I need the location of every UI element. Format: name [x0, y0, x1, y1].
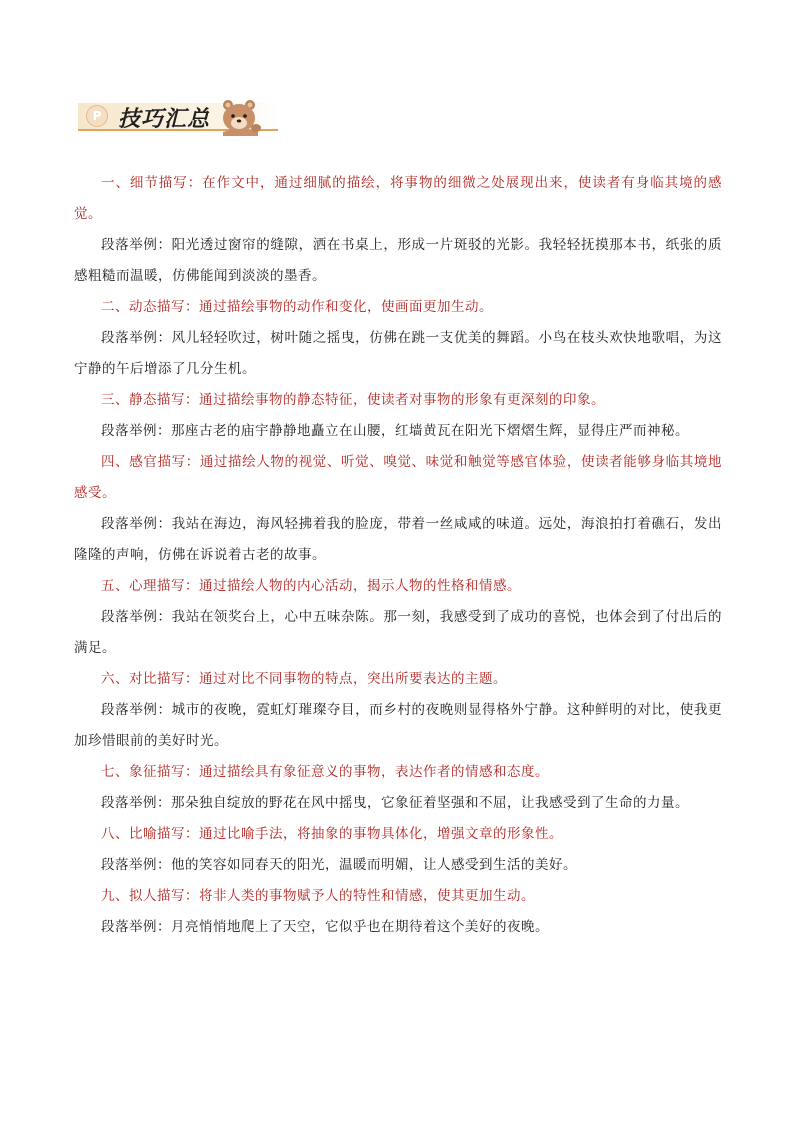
technique-heading-5: 五、心理描写：通过描绘人物的内心活动，揭示人物的性格和情感。 [101, 578, 521, 594]
section-header [74, 98, 284, 138]
p-badge-icon: P [86, 105, 108, 127]
technique-example-7: 段落举例：那朵独自绽放的野花在风中摇曳，它象征着坚强和不屈，让我感受到了生命的力量。 [101, 795, 689, 811]
bear-mascot-icon [220, 98, 264, 136]
technique-heading-7: 七、象征描写：通过描绘具有象征意义的事物，表达作者的情感和态度。 [101, 764, 549, 780]
technique-example-1: 段落举例：阳光透过窗帘的缝隙，洒在书桌上，形成一片斑驳的光影。我轻轻抚摸那本书，纸张的质感粗糙而温暖，仿佛能闻到淡淡的墨香。 [74, 237, 722, 284]
technique-example-5: 段落举例：我站在领奖台上，心中五味杂陈。那一刻，我感受到了成功的喜悦，也体会到了付出后的满足。 [74, 609, 722, 656]
technique-example-3: 段落举例：那座古老的庙宇静静地矗立在山腰，红墙黄瓦在阳光下熠熠生辉，显得庄严而神秘。 [101, 423, 689, 439]
technique-heading-2: 二、动态描写：通过描绘事物的动作和变化，使画面更加生动。 [101, 299, 493, 315]
technique-heading-9: 九、拟人描写：将非人类的事物赋予人的特性和情感，使其更加生动。 [101, 888, 535, 904]
technique-example-9: 段落举例：月亮悄悄地爬上了天空，它似乎也在期待着这个美好的夜晚。 [101, 919, 549, 935]
technique-heading-1: 一、细节描写：在作文中，通过细腻的描绘，将事物的细微之处展现出来，使读者有身临其境的感觉。 [74, 175, 722, 222]
technique-example-8: 段落举例：他的笑容如同春天的阳光，温暖而明媚，让人感受到生活的美好。 [101, 857, 577, 873]
technique-example-6: 段落举例：城市的夜晚，霓虹灯璀璨夺目，而乡村的夜晚则显得格外宁静。这种鲜明的对比，使我更加珍惜眼前的美好时光。 [74, 702, 722, 749]
technique-heading-3: 三、静态描写：通过描绘事物的静态特征，使读者对事物的形象有更深刻的印象。 [101, 392, 605, 408]
technique-example-2: 段落举例：风儿轻轻吹过，树叶随之摇曳，仿佛在跳一支优美的舞蹈。小鸟在枝头欢快地歌唱，为这宁静的午后增添了几分生机。 [74, 330, 722, 377]
technique-heading-6: 六、对比描写：通过对比不同事物的特点，突出所要表达的主题。 [101, 671, 507, 687]
technique-example-4: 段落举例：我站在海边，海风轻拂着我的脸庞，带着一丝咸咸的味道。远处，海浪拍打着礁石，发出隆隆的声响，仿佛在诉说着古老的故事。 [74, 516, 722, 563]
technique-heading-4: 四、感官描写：通过描绘人物的视觉、听觉、嗅觉、味觉和触觉等感官体验，使读者能够身临其境地感受。 [74, 454, 722, 501]
technique-heading-8: 八、比喻描写：通过比喻手法，将抽象的事物具体化，增强文章的形象性。 [101, 826, 563, 842]
technique-list [74, 168, 722, 943]
section-title: 技巧汇总 [118, 107, 211, 132]
